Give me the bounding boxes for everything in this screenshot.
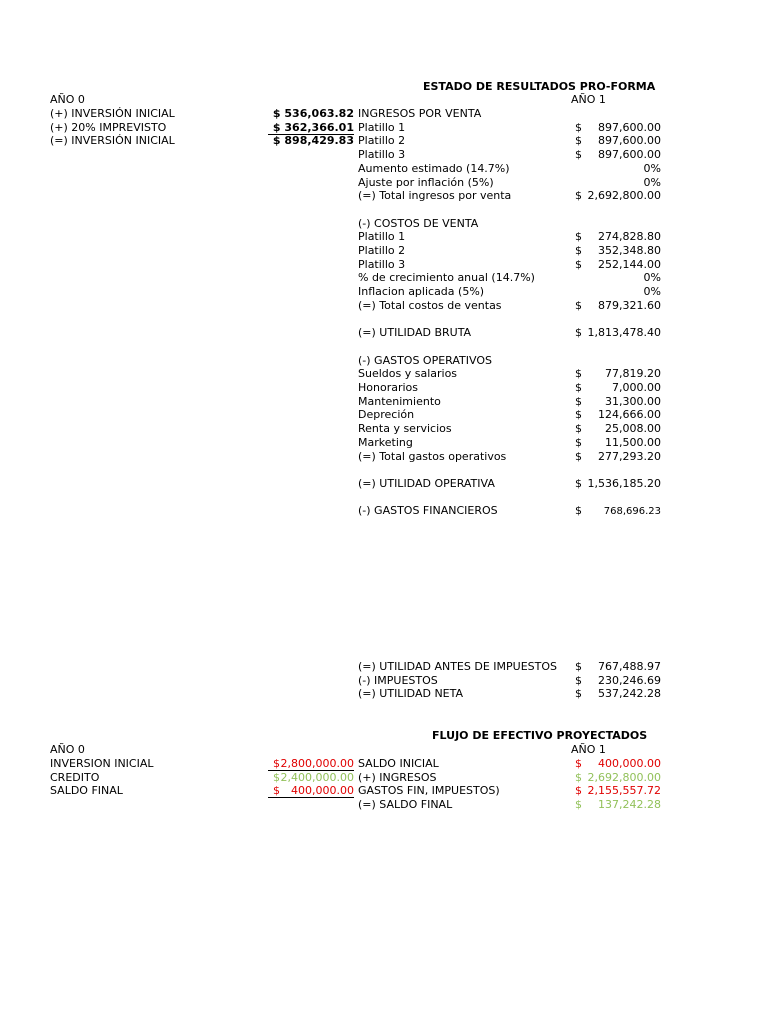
estado-right-currency: $ — [575, 148, 582, 162]
flujo-right-currency: $ — [575, 784, 582, 798]
estado-bottom-currency: $ — [575, 687, 582, 701]
estado-right-currency: $ — [575, 244, 582, 257]
estado-right-currency: $ — [575, 134, 582, 148]
estado-right-value: 31,300.00 — [605, 394, 661, 408]
flujo-right-label: (+) INGRESOS — [358, 770, 437, 784]
estado-right-label: Aumento estimado (14.7%) — [358, 161, 510, 175]
estado-right-currency: $ — [575, 476, 582, 490]
estado-right-currency: $ — [575, 367, 582, 381]
estado-bottom-value: 767,488.97 — [598, 660, 661, 673]
flujo-left-label: CREDITO — [50, 770, 100, 784]
flujo-left-currency: $ — [273, 770, 280, 784]
estado-right-currency: $ — [575, 257, 582, 271]
flujo-right-value: 2,155,557.72 — [587, 784, 661, 798]
flujo-left-label: SALDO FINAL — [50, 784, 123, 798]
estado-right-currency: $ — [575, 504, 582, 518]
estado-bottom-label: (=) UTILIDAD ANTES DE IMPUESTOS — [358, 660, 557, 673]
estado-right-value: 25,008.00 — [605, 422, 661, 436]
flujo-left-currency: $ — [273, 784, 280, 798]
flujo-right-currency: $ — [575, 757, 582, 770]
estado-right-label: % de crecimiento anual (14.7%) — [358, 271, 535, 285]
flujo-left-cell — [268, 757, 354, 771]
estado-left-value: $ 536,063.82 — [272, 107, 354, 120]
estado-right-value: 0% — [643, 271, 661, 285]
estado-right-value: 2,692,800.00 — [587, 189, 661, 203]
estado-right-label: Ajuste por inflación (5%) — [358, 175, 494, 189]
estado-right-label: Sueldos y salarios — [358, 367, 458, 381]
estado-right-currency: $ — [575, 394, 582, 408]
estado-bottom-currency: $ — [575, 673, 582, 687]
flujo-right-label: SALDO INICIAL — [358, 757, 439, 770]
estado-title: ESTADO DE RESULTADOS PRO-FORMA — [423, 80, 656, 93]
estado-right-value: 897,600.00 — [598, 120, 661, 134]
estado-right-label: Depreción — [358, 408, 415, 422]
estado-right-value: 1,536,185.20 — [587, 476, 661, 490]
flujo-right-label: (=) SALDO FINAL — [358, 798, 453, 812]
flujo-left-currency: $ — [273, 757, 280, 770]
estado-right-label: (=) UTILIDAD OPERATIVA — [358, 476, 495, 490]
estado-right-value: 897,600.00 — [598, 134, 661, 148]
estado-right-label: (=) Total costos de ventas — [358, 298, 502, 312]
estado-bottom-label: (-) IMPUESTOS — [358, 673, 438, 687]
estado-right-value: 124,666.00 — [598, 408, 661, 422]
estado-right-value: 7,000.00 — [612, 381, 661, 394]
estado-right-label: Platillo 3 — [358, 148, 406, 162]
estado-right-currency: $ — [575, 422, 582, 436]
estado-right-label: Platillo 3 — [358, 257, 406, 271]
flujo-left-value: 2,400,000.00 — [280, 770, 354, 784]
estado-right-label: (=) Total gastos operativos — [358, 449, 507, 463]
flujo-left-value: 2,800,000.00 — [280, 757, 354, 770]
estado-right-currency: $ — [575, 120, 582, 134]
estado-right-currency: $ — [575, 435, 582, 449]
estado-left-value: $ 898,429.83 — [272, 134, 354, 147]
flujo-title: FLUJO DE EFECTIVO PROYECTADOS — [432, 729, 648, 742]
estado-bottom-value: 230,246.69 — [598, 673, 661, 687]
estado-right-value: 0% — [643, 161, 661, 175]
estado-right-label: (-) GASTOS FINANCIEROS — [358, 504, 498, 518]
estado-right-currency: $ — [575, 408, 582, 422]
estado-right-value: 252,144.00 — [598, 257, 661, 271]
estado-right-label: Mantenimiento — [358, 394, 441, 408]
estado-right-value: 277,293.20 — [598, 449, 661, 463]
estado-right-value: 897,600.00 — [598, 148, 661, 162]
flujo-left-cell — [268, 784, 354, 798]
estado-right-value: 11,500.00 — [605, 435, 661, 449]
flujo-right-value: 400,000.00 — [598, 757, 661, 770]
estado-right-currency: $ — [575, 326, 582, 340]
estado-left-label: (+) 20% IMPREVISTO — [50, 121, 167, 134]
estado-left-value: $ 362,366.01 — [268, 121, 354, 135]
estado-right-value: 77,819.20 — [605, 367, 661, 381]
flujo-right-value: 137,242.28 — [598, 798, 661, 812]
estado-right-value: 0% — [643, 175, 661, 189]
estado-right-label: Honorarios — [358, 381, 419, 394]
estado-right-currency: $ — [575, 449, 582, 463]
estado-bottom-value: 537,242.28 — [598, 687, 661, 701]
estado-right-value: 352,348.80 — [598, 244, 661, 257]
estado-right-value: 1,813,478.40 — [587, 326, 661, 340]
flujo-right-label: GASTOS FIN, IMPUESTOS) — [358, 784, 500, 798]
estado-right-label: Inflacion aplicada (5%) — [358, 285, 485, 299]
estado-right-label: (-) COSTOS DE VENTA — [358, 216, 479, 230]
estado-right-value: 0% — [643, 285, 661, 299]
estado-bottom-label: (=) UTILIDAD NETA — [358, 687, 464, 701]
flujo-right-currency: $ — [575, 770, 582, 784]
flujo-left-value: 400,000.00 — [291, 784, 354, 798]
estado-left-label: (=) INVERSIÓN INICIAL — [50, 134, 175, 147]
estado-left-label: (+) INVERSIÓN INICIAL — [50, 107, 175, 120]
estado-right-year: AÑO 1 — [571, 93, 606, 106]
estado-right-label: Platillo 2 — [358, 134, 406, 148]
estado-right-label: Marketing — [358, 435, 413, 449]
estado-right-label: INGRESOS POR VENTA — [358, 107, 482, 120]
estado-right-currency: $ — [575, 381, 582, 394]
flujo-right-year: AÑO 1 — [571, 743, 606, 756]
estado-right-value: 768,696.23 — [603, 506, 661, 518]
estado-right-label: Platillo 1 — [358, 120, 406, 134]
estado-right-currency: $ — [575, 189, 582, 203]
flujo-right-currency: $ — [575, 798, 582, 812]
estado-right-label: Platillo 2 — [358, 244, 406, 257]
flujo-right-value: 2,692,800.00 — [587, 770, 661, 784]
estado-bottom-currency: $ — [575, 660, 582, 673]
estado-right-currency: $ — [575, 230, 582, 244]
estado-right-label: (-) GASTOS OPERATIVOS — [358, 353, 492, 367]
estado-right-value: 274,828.80 — [598, 230, 661, 244]
estado-right-label: Renta y servicios — [358, 422, 452, 436]
estado-right-label: Platillo 1 — [358, 230, 406, 244]
estado-right-currency: $ — [575, 298, 582, 312]
flujo-left-cell — [268, 771, 354, 784]
estado-right-value: 879,321.60 — [598, 298, 661, 312]
estado-right-label: (=) UTILIDAD BRUTA — [358, 326, 472, 340]
estado-right-label: (=) Total ingresos por venta — [358, 189, 512, 203]
flujo-left-year: AÑO 0 — [50, 743, 85, 756]
flujo-left-label: INVERSION INICIAL — [50, 757, 154, 770]
estado-left-year: AÑO 0 — [50, 93, 85, 106]
